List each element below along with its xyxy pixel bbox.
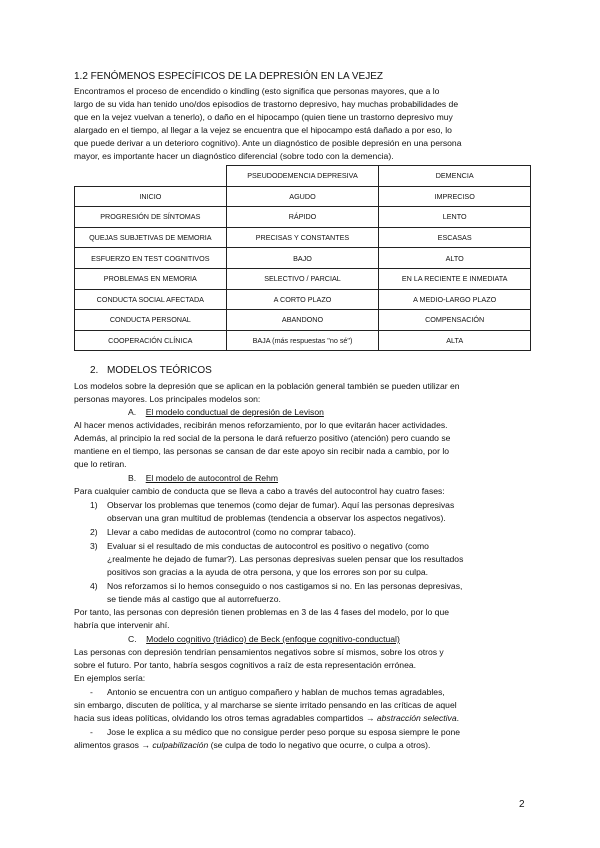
table-cell: BAJO [226, 248, 379, 269]
table-cell: A MEDIO-LARGO PLAZO [379, 289, 531, 310]
table-cell: BAJA (más respuestas "no sé") [226, 330, 379, 351]
page-number: 2 [519, 799, 525, 810]
table-cell: CONDUCTA PERSONAL [75, 310, 227, 331]
table-row [75, 330, 531, 351]
table-cell: RÁPIDO [226, 207, 379, 228]
subsection-c-heading [128, 633, 584, 646]
list-number: 1) [90, 500, 98, 510]
subsection-title: El modelo conductual de depresión de Levison [145, 407, 324, 417]
table-row [75, 310, 531, 331]
paragraph-line: Por tanto, las personas con depresión tienen problemas en 3 de las 4 fases del modelo, por lo que [74, 607, 450, 617]
list-item-line: positivos son gracias a la ayuda de otra persona, y que los errores son por su culpa. [107, 567, 429, 577]
paragraph-line: personas mayores. Los principales modelos son: [74, 394, 261, 404]
table-cell: ABANDONO [226, 310, 379, 331]
bias-term: culpabilización [152, 740, 209, 750]
table-cell: CONDUCTA SOCIAL AFECTADA [75, 289, 227, 310]
paragraph-line: habría que intervenir ahí. [74, 620, 170, 630]
table-cell: ESFUERZO EN TEST COGNITIVOS [75, 248, 227, 269]
paragraph-line: Las personas con depresión tendrían pensamientos negativos sobre sí mismos, sobre los otros y [74, 647, 444, 657]
table-cell: PRECISAS Y CONSTANTES [226, 227, 379, 248]
table-cell: QUEJAS SUBJETIVAS DE MEMORIA [75, 227, 227, 248]
table-cell: IMPRECISO [379, 186, 531, 207]
subsection-letter: C. [128, 634, 137, 644]
example-line [74, 739, 530, 752]
example-line: Jose le explica a su médico que no consigue perder peso porque su esposa siempre le pone [107, 727, 461, 737]
paragraph-line: que en la vejez vuelvan a tenerlo), o daño en el hipocampo (quien tiene un trastorno depresivo muy [74, 112, 453, 122]
example-text: alimentos grasos → [74, 740, 153, 750]
list-item-line: ¿realmente he dejado de fumar?). Las personas depresivas suelen pensar que los resultados [107, 554, 464, 564]
table-row [75, 186, 531, 207]
dash-marker: - [90, 727, 93, 737]
paragraph-line: Los modelos sobre la depresión que se aplican en la población general también se pueden utilizar en [74, 381, 460, 391]
section-1-2-heading: 1.2 FENÓMENOS ESPECÍFICOS DE LA DEPRESIÓN EN LA VEJEZ [74, 71, 383, 82]
table-row [75, 268, 531, 289]
table-row [75, 227, 531, 248]
subsection-title: Modelo cognitivo (triádico) de Beck (enfoque cognitivo-conductual) [146, 634, 400, 644]
section-number: 2. [90, 365, 99, 376]
list-item-line: Llevar a cabo medidas de autocontrol (como no comprar tabaco). [107, 527, 356, 537]
subsection-b-heading [128, 472, 584, 485]
table-row [75, 248, 531, 269]
table-cell: A CORTO PLAZO [226, 289, 379, 310]
table-header-cell: PSEUDODEMENCIA DEPRESIVA [226, 166, 379, 187]
table-cell: EN LA RECIENTE E INMEDIATA [379, 268, 531, 289]
table-header-cell [75, 166, 227, 187]
paragraph-line: alargado en el tiempo, al llegar a la vejez se encuentra que el hipocampo está dañado a por eso, lo [74, 125, 452, 135]
bias-term: abstracción selectiva [376, 713, 457, 723]
paragraph-line: mayor, es importante hacer un diagnóstico diferencial (sobre todo con la demencia). [74, 151, 394, 161]
subsection-letter: B. [128, 473, 137, 483]
example-line: Antonio se encuentra con un antiguo compañero y hablan de muchos temas agradables, [107, 687, 445, 697]
paragraph-line: que puede derivar a un deterioro cognitivo). Ante un diagnóstico de posible depresión en una persona [74, 138, 462, 148]
table-header-cell: DEMENCIA [379, 166, 531, 187]
subsection-a-heading [128, 406, 584, 419]
paragraph-line: Además, al principio la red social de la persona le dará refuerzo positivo (atención) pero cuando se [74, 433, 451, 443]
table-row [75, 207, 531, 228]
list-item-line: Evaluar si el resultado de mis conductas de autocontrol es positivo o negativo (como [107, 541, 429, 551]
list-number: 4) [90, 581, 98, 591]
table-header-row [75, 166, 531, 187]
subsection-letter: A. [128, 407, 137, 417]
subsection-title: El modelo de autocontrol de Rehm [145, 473, 279, 483]
list-item-line: Observar los problemas que tenemos (como dejar de fumar). Aquí las personas depresivas [107, 500, 455, 510]
paragraph-line: Al hacer menos actividades, recibirán menos reforzamiento, por lo que evitarán hacer actividades. [74, 420, 448, 430]
paragraph-line: Encontramos el proceso de encendido o kindling (esto significa que personas mayores, que a lo [74, 86, 440, 96]
example-line: sin embargo, discuten de política, y al marcharse se siente irritado pensando en las críticas de aquel [74, 700, 457, 710]
table-cell: INICIO [75, 186, 227, 207]
section-title: MODELOS TEÓRICOS [107, 365, 212, 376]
paragraph-line: En ejemplos sería: [74, 673, 146, 683]
list-item-line: se tiende más al castigo que al autorrefuerzo. [107, 594, 281, 604]
list-number: 2) [90, 527, 98, 537]
paragraph-line: largo de su vida han tenido uno/dos episodios de trastorno depresivo, hay muchas probabilidades de [74, 99, 459, 109]
paragraph-line: mantiene en el tiempo, las personas se cansan de dar este apoyo sin recibir nada a cambio, por lo [74, 446, 450, 456]
table-cell: COOPERACIÓN CLÍNICA [75, 330, 227, 351]
paragraph-line: sobre el futuro. Por tanto, habría sesgos cognitivos a raíz de esta representación errónea. [74, 660, 417, 670]
table-cell: PROBLEMAS EN MEMORIA [75, 268, 227, 289]
list-item-line: Nos reforzamos si lo hemos conseguido o nos castigamos si no. En las personas depresivas, [107, 581, 463, 591]
table-cell: PROGRESIÓN DE SÍNTOMAS [75, 207, 227, 228]
table-cell: LENTO [379, 207, 531, 228]
paragraph-line: que lo retiran. [74, 459, 127, 469]
table-cell: SELECTIVO / PARCIAL [226, 268, 379, 289]
table-cell: ESCASAS [379, 227, 531, 248]
paragraph-line: Para cualquier cambio de conducta que se lleva a cabo a través del autocontrol hay cuatro fases: [74, 486, 445, 496]
example-text: hacia sus ideas políticas, olvidando los otros temas agradables compartidos → [74, 713, 377, 723]
table-cell: COMPENSACIÓN [379, 310, 531, 331]
comparison-table [74, 165, 531, 351]
list-item-line: observan una gran multitud de problemas (tendencia a observar los aspectos negativos). [107, 513, 446, 523]
example-text: (se culpa de todo lo negativo que ocurre, o culpa a otros). [208, 740, 431, 750]
table-cell: ALTO [379, 248, 531, 269]
table-cell: AGUDO [226, 186, 379, 207]
punctuation: . [456, 713, 460, 723]
table-cell: ALTA [379, 330, 531, 351]
list-number: 3) [90, 541, 98, 551]
example-line [74, 712, 530, 725]
dash-marker: - [90, 687, 93, 697]
table-row [75, 289, 531, 310]
